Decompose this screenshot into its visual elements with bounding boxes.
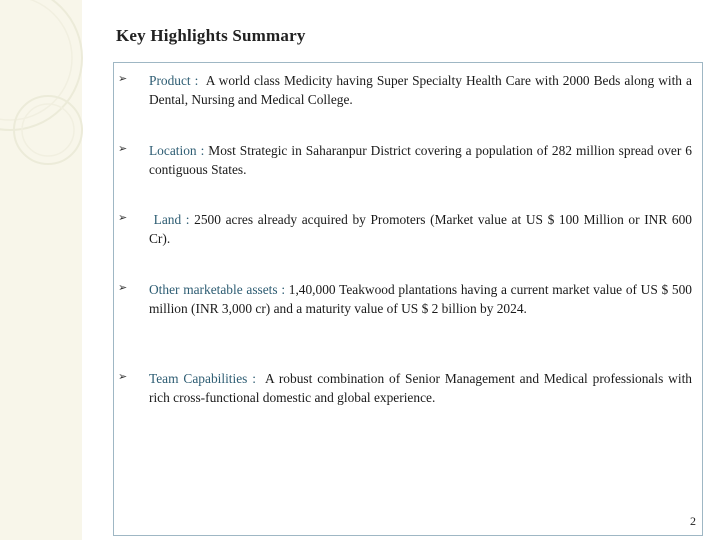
page-number: 2 [690, 514, 696, 528]
bullet-body: A robust combination of Senior Management and Medical professionals with rich cross-functional domestic and global experience. [149, 371, 692, 405]
bullet-body: 1,40,000 Teakwood plantations having a current market value of US $ 500 million (INR 3,000 cr) and a maturity value of US $ 2 billion by 2024. [149, 282, 692, 316]
bullet-text [149, 71, 692, 109]
bullet-text [149, 210, 692, 248]
bullet-label: Other marketable assets : [149, 282, 286, 297]
bullet-label: Team Capabilities : [149, 371, 256, 386]
bullet-label: Product : [149, 73, 199, 88]
bullet-body: A world class Medicity having Super Specialty Health Care with 2000 Beds along with a Dental, Nursing and Medical College. [149, 73, 692, 107]
arrowhead-bullet-icon: ➢ [118, 211, 128, 224]
slide-title: Key Highlights Summary [116, 26, 306, 45]
highlights-box [113, 62, 703, 536]
bullet-text [149, 141, 692, 179]
bullet-body: 2500 acres already acquired by Promoters (Market value at US $ 100 Million or INR 600 Cr). [149, 212, 692, 246]
bullet-label: Land : [153, 212, 190, 227]
arrowhead-bullet-icon: ➢ [118, 72, 128, 85]
arrowhead-bullet-icon: ➢ [118, 370, 128, 383]
bullet-text [149, 369, 692, 407]
arrowhead-bullet-icon: ➢ [118, 142, 128, 155]
decorative-circles [0, 0, 120, 200]
bullet-text [149, 280, 692, 318]
bullet-label: Location : [149, 143, 205, 158]
bullet-body: Most Strategic in Saharanpur District covering a population of 282 million spread over 6 contiguous States. [149, 143, 693, 177]
arrowhead-bullet-icon: ➢ [118, 281, 128, 294]
